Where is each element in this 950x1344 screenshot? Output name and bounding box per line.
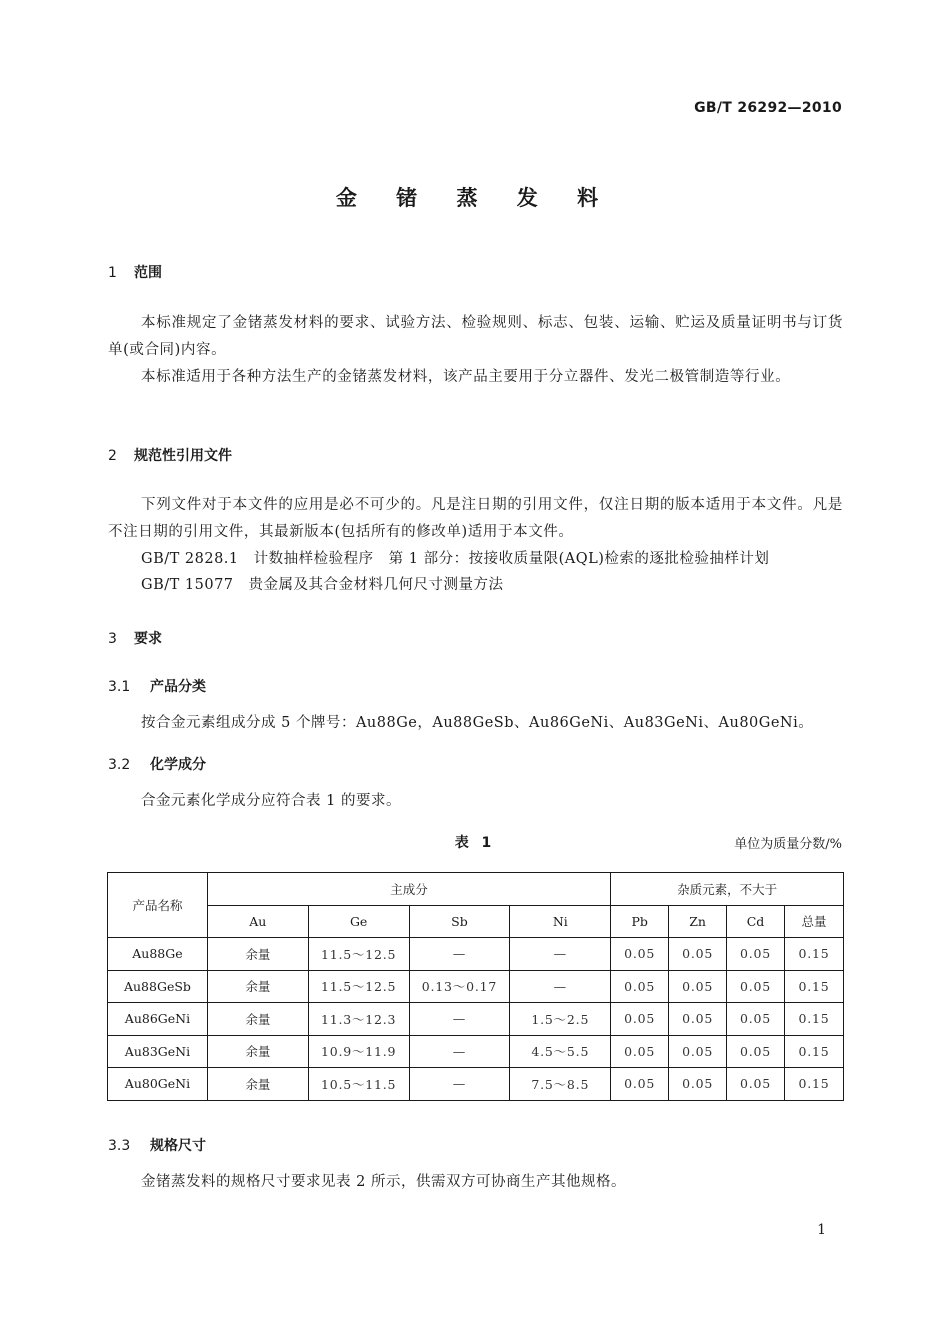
cell-total: 0.15 — [785, 970, 844, 1003]
cell-sb: — — [409, 938, 510, 971]
cell-product: Au80GeNi — [108, 1068, 208, 1101]
cell-pb: 0.05 — [611, 938, 669, 971]
table-header-row — [108, 873, 844, 906]
table-row — [108, 1035, 844, 1068]
cell-au: 余量 — [207, 1035, 308, 1068]
header-zn: Zn — [669, 905, 727, 938]
page-number: 1 — [817, 1222, 826, 1238]
section-3-2-heading — [108, 754, 206, 774]
section-3-1-heading — [108, 676, 206, 696]
cell-pb: 0.05 — [611, 1035, 669, 1068]
section-title: 规范性引用文件 — [134, 448, 232, 464]
cell-cd: 0.05 — [727, 1035, 785, 1068]
table-row — [108, 1003, 844, 1036]
cell-ni: 4.5～5.5 — [510, 1035, 611, 1068]
section-title: 产品分类 — [150, 679, 206, 695]
cell-cd: 0.05 — [727, 1068, 785, 1101]
cell-product: Au88Ge — [108, 938, 208, 971]
normative-reference: GB/T 15077 贵金属及其合金材料几何尺寸测量方法 — [141, 577, 504, 593]
cell-total: 0.15 — [785, 938, 844, 971]
cell-zn: 0.05 — [669, 1003, 727, 1036]
cell-cd: 0.05 — [727, 938, 785, 971]
cell-sb: 0.13～0.17 — [409, 970, 510, 1003]
cell-product: Au88GeSb — [108, 970, 208, 1003]
header-au: Au — [207, 905, 308, 938]
cell-total: 0.15 — [785, 1035, 844, 1068]
cell-pb: 0.05 — [611, 1068, 669, 1101]
table-title: 表 1 — [454, 835, 496, 851]
cell-au: 余量 — [207, 938, 308, 971]
cell-au: 余量 — [207, 1068, 308, 1101]
normative-reference: GB/T 2828.1 计数抽样检验程序 第 1 部分：按接收质量限(AQL)检索的逐批检验抽样计划 — [141, 551, 770, 567]
section-title: 化学成分 — [150, 757, 206, 773]
section-title: 要求 — [134, 631, 162, 647]
cell-sb: — — [409, 1068, 510, 1101]
cell-ni: — — [510, 970, 611, 1003]
section-3-2-paragraph: 合金元素化学成分应符合表 1 的要求。 — [141, 793, 401, 809]
cell-au: 余量 — [207, 1003, 308, 1036]
cell-zn: 0.05 — [669, 1035, 727, 1068]
section-title: 范围 — [134, 265, 162, 281]
section-title: 规格尺寸 — [150, 1138, 206, 1154]
section-2-paragraph-1: 下列文件对于本文件的应用是必不可少的。凡是注日期的引用文件，仅注日期的版本适用于本文件。凡是不注日期的引用文件，其最新版本(包括所有的修改单)适用于本文件。 — [108, 497, 843, 540]
cell-sb: — — [409, 1003, 510, 1036]
cell-product: Au86GeNi — [108, 1003, 208, 1036]
header-cd: Cd — [727, 905, 785, 938]
section-3-1-paragraph: 按合金元素组成分成 5 个牌号：Au88Ge，Au88GeSb、Au86GeNi、Au83GeNi、Au80GeNi。 — [141, 715, 814, 731]
section-3-3-paragraph: 金锗蒸发料的规格尺寸要求见表 2 所示，供需双方可协商生产其他规格。 — [141, 1174, 626, 1190]
header-ge: Ge — [308, 905, 409, 938]
cell-ge: 10.9～11.9 — [308, 1035, 409, 1068]
cell-cd: 0.05 — [727, 1003, 785, 1036]
cell-ge: 11.5～12.5 — [308, 970, 409, 1003]
cell-total: 0.15 — [785, 1068, 844, 1101]
table-row — [108, 970, 844, 1003]
header-main-composition: 主成分 — [207, 873, 610, 906]
section-number: 3.1 — [108, 679, 131, 695]
cell-ge: 11.5～12.5 — [308, 938, 409, 971]
header-sb: Sb — [409, 905, 510, 938]
header-pb: Pb — [611, 905, 669, 938]
cell-ni: 1.5～2.5 — [510, 1003, 611, 1036]
section-1-paragraph-2: 本标准适用于各种方法生产的金锗蒸发材料，该产品主要用于分立器件、发光二极管制造等行业。 — [141, 369, 791, 385]
table-row — [108, 938, 844, 971]
cell-pb: 0.05 — [611, 970, 669, 1003]
standard-code: GB/T 26292—2010 — [694, 100, 842, 116]
cell-cd: 0.05 — [727, 970, 785, 1003]
cell-ni: — — [510, 938, 611, 971]
cell-pb: 0.05 — [611, 1003, 669, 1036]
table-row — [108, 1068, 844, 1101]
section-1-paragraph-1: 本标准规定了金锗蒸发材料的要求、试验方法、检验规则、标志、包装、运输、贮运及质量证明书与订货单(或合同)内容。 — [108, 315, 843, 358]
cell-ge: 10.5～11.5 — [308, 1068, 409, 1101]
chemical-composition-table — [107, 872, 844, 1101]
cell-zn: 0.05 — [669, 938, 727, 971]
cell-sb: — — [409, 1035, 510, 1068]
cell-zn: 0.05 — [669, 1068, 727, 1101]
section-number: 3.3 — [108, 1138, 131, 1154]
header-impurity: 杂质元素，不大于 — [611, 873, 844, 906]
cell-ge: 11.3～12.3 — [308, 1003, 409, 1036]
cell-product: Au83GeNi — [108, 1035, 208, 1068]
section-number: 3 — [108, 631, 117, 647]
cell-zn: 0.05 — [669, 970, 727, 1003]
section-1-heading — [108, 262, 162, 282]
cell-total: 0.15 — [785, 1003, 844, 1036]
document-title: 金 锗 蒸 发 料 — [335, 186, 615, 210]
section-2-heading — [108, 445, 232, 465]
header-product-name: 产品名称 — [108, 873, 208, 938]
section-number: 2 — [108, 448, 117, 464]
cell-au: 余量 — [207, 970, 308, 1003]
table-subheader-row — [108, 905, 844, 938]
section-number: 1 — [108, 265, 117, 281]
section-3-heading — [108, 628, 162, 648]
header-ni: Ni — [510, 905, 611, 938]
table-unit: 单位为质量分数/% — [734, 837, 842, 852]
section-number: 3.2 — [108, 757, 131, 773]
cell-ni: 7.5～8.5 — [510, 1068, 611, 1101]
section-3-3-heading — [108, 1135, 206, 1155]
header-total: 总量 — [785, 905, 844, 938]
